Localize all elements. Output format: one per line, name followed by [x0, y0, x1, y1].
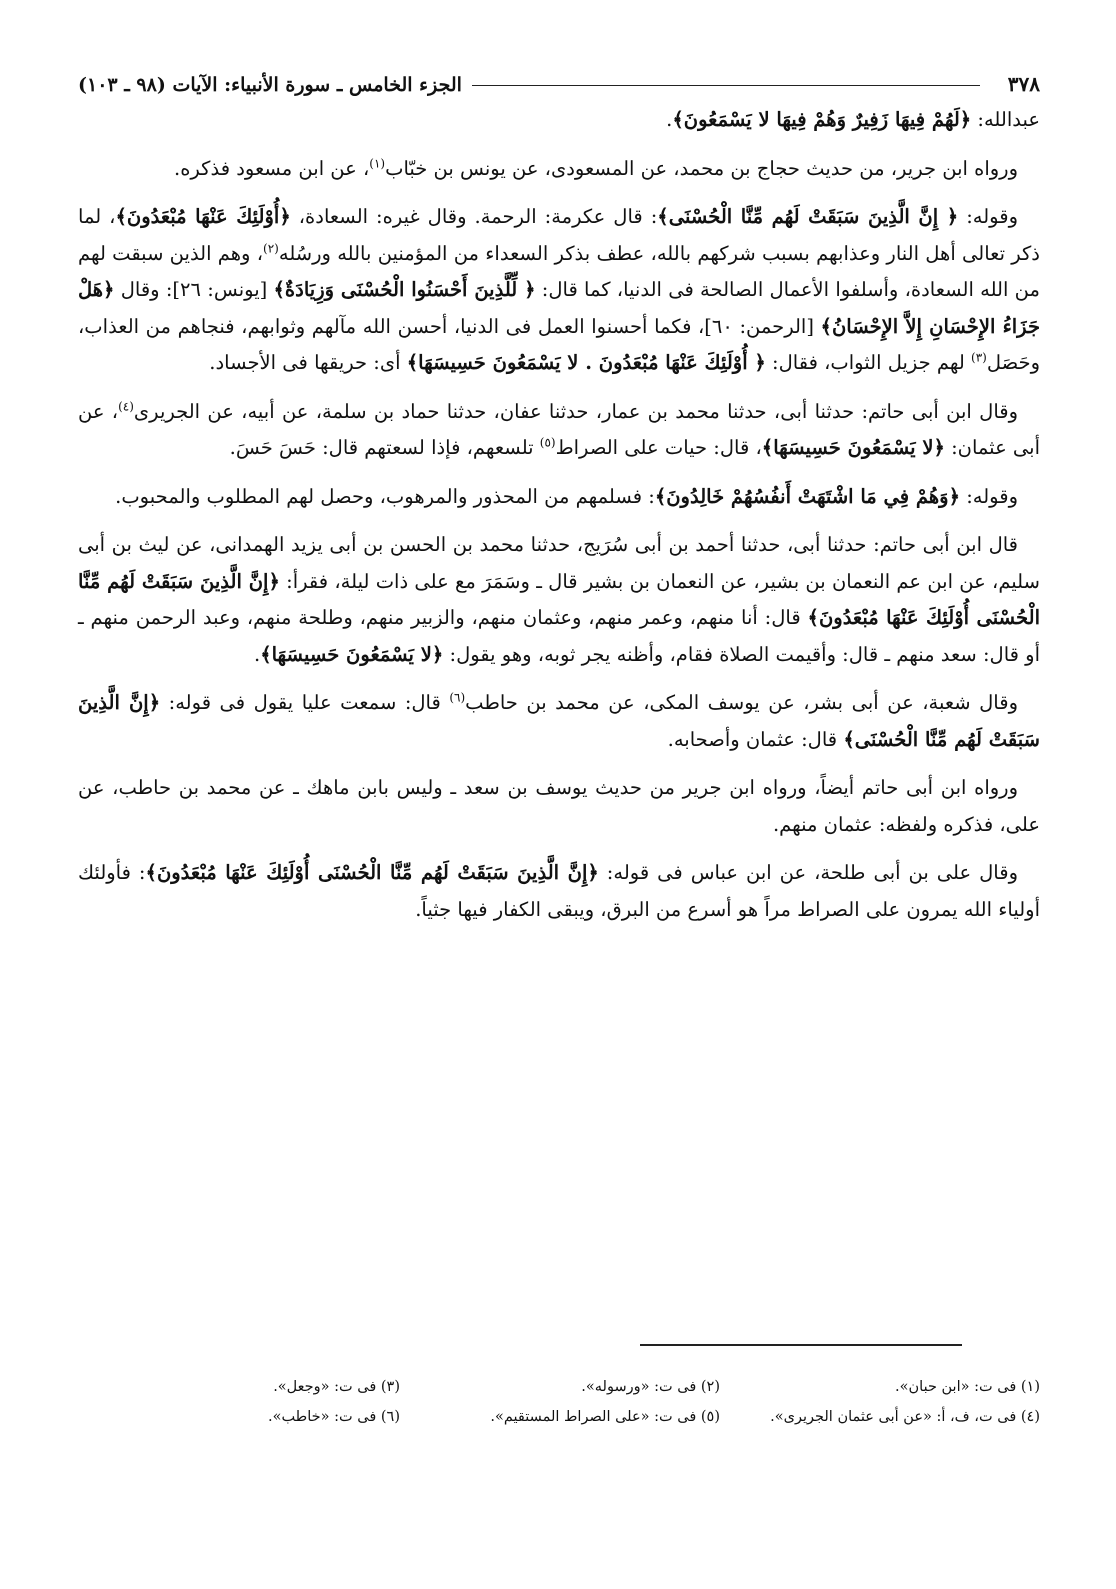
text-segment: . [666, 108, 673, 131]
quran-verse: ﴿أُوْلَئِكَ عَنْهَا مُبْعَدُونَ﴾ [115, 205, 291, 228]
footnote-marker: (٦) [449, 690, 466, 705]
text-segment: ، وهم الذين سبقت لهم من الله السعادة، وأسلفوا الأعمال الصالحة فى الدنيا، كما قال: [78, 241, 1040, 301]
quran-verse: ﴿إِنَّ الَّذِينَ سَبَقَتْ لَهُم مِّنَّا الْحُسْنَى أُوْلَئِكَ عَنْهَا مُبْعَدُونَ﴾ [145, 861, 599, 884]
footnote-separator [640, 1344, 962, 1346]
paragraph [78, 151, 1040, 188]
text-segment: . [253, 642, 261, 666]
text-segment: قال: أنا منهم، وعمر منهم، وعثمان منهم، والزبير منهم، وطلحة منهم، وعبد الرحمن منهم ـ أو قال: سعد منهم ـ قال: وأقيمت الصلاة فقام، وأظنه يجر ثوبه، وهو يقول: [78, 606, 1040, 666]
text-segment: قال ابن أبى حاتم: حدثنا أبى، حدثنا أحمد بن أبى سُرَيج، حدثنا محمد بن الحسن بن أبى يزيد الهمدانى، عن ليث بن أبى سليم، عن ابن عم النعمان بن بشير، عن النعمان بن بشير قال ـ وسَمَرَ مع على ذات ليلة، فقرأ: [78, 533, 1040, 593]
paragraph [78, 479, 1040, 516]
footnote: (٦) فى ت: «خاطب». [267, 1409, 400, 1425]
footnote-marker: (٢) [263, 241, 279, 255]
footnote-marker: (٤) [118, 399, 134, 413]
text-segment: وقوله: [958, 205, 1018, 228]
paragraph [78, 527, 1040, 673]
quran-verse: ﴿لا يَسْمَعُونَ حَسِيسَهَا﴾ [260, 642, 444, 666]
text-segment: ورواه ابن جرير، من حديث حجاج بن محمد، عن المسعودى، عن يونس بن خبّاب [385, 156, 1018, 180]
page-number: ٣٧٨ [1007, 72, 1040, 96]
paragraph [78, 394, 1040, 467]
quran-verse: ﴿لَهُمْ فِيهَا زَفِيرٌ وَهُمْ فِيهَا لا يَسْمَعُونَ﴾ [672, 108, 972, 131]
footnote-marker: (٣) [971, 350, 987, 365]
quran-verse: ﴿وَهُمْ فِي مَا اشْتَهَتْ أَنفُسُهُمْ خَالِدُونَ﴾ [654, 484, 961, 508]
text-segment: : فأولئك أولياء الله يمرون على الصراط مراً هو أسرع من البرق، ويبقى الكفار فيها جثياً. [78, 861, 1040, 921]
paragraph [78, 102, 1040, 139]
text-segment: ورواه ابن أبى حاتم أيضاً، ورواه ابن جرير من حديث يوسف بن سعد ـ وليس بابن ماهك ـ عن محمد بن حاطب، عن على، فذكره ولفظه: عثمان منهم. [78, 776, 1040, 836]
text-segment: لهم جزيل الثواب، فقال: [765, 351, 972, 374]
running-title: الجزء الخامس ـ سورة الأنبياء: الآيات (٩٨ ـ ١٠٣) [78, 74, 462, 96]
text-segment: ، قال: حيات على الصراط [555, 436, 762, 459]
text-segment: وقال ابن أبى حاتم: حدثنا أبى، حدثنا محمد بن عمار، حدثنا عفان، حدثنا حماد بن سلمة، عن أبيه، عن الجريرى [133, 399, 1018, 423]
text-segment: أى: حريقها فى الأجساد. [209, 351, 407, 374]
book-page [78, 62, 1040, 940]
text-segment: وقوله: [960, 484, 1018, 508]
text-segment: [يونس: ٢٦]: وقال [114, 278, 274, 301]
text-segment: ، عن ابن مسعود فذكره. [174, 156, 370, 180]
text-segment: عبدالله: [971, 108, 1040, 131]
footnotes [78, 1372, 1040, 1432]
text-segment: [الرحمن: ٦٠]، فكما أحسنوا العمل فى الدنيا، أحسن الله مآلهم وثوابهم، فنجاهم من العذاب، وحَصَل [78, 314, 1040, 374]
quran-verse: ﴿ لِّلَّذِينَ أَحْسَنُوا الْحُسْنَى وَزِيَادَةٌ﴾ [273, 278, 536, 301]
quran-verse: ﴿هَلْ جَزَاءُ الإِحْسَانِ إِلاَّ الإِحْسَانُ﴾ [78, 278, 1041, 338]
quran-verse: ﴿ إِنَّ الَّذِينَ سَبَقَتْ لَهُم مِّنَّا الْحُسْنَى﴾ [657, 205, 959, 228]
paragraph [78, 685, 1040, 758]
text-segment: قال: سمعت عليا يقول فى قوله: [160, 691, 450, 714]
footnote-marker: (١) [369, 156, 386, 170]
body-text [78, 102, 1040, 928]
quran-verse: ﴿ أُوْلَئِكَ عَنْهَا مُبْعَدُونَ . لا يَسْمَعُونَ حَسِيسَهَا﴾ [406, 351, 766, 374]
quran-verse: ﴿إِنَّ الَّذِينَ سَبَقَتْ لَهُم مِّنَّا الْحُسْنَى أُوْلَئِكَ عَنْهَا مُبْعَدُونَ﴾ [78, 569, 1041, 629]
text-segment: : قال عكرمة: الرحمة. وقال غيره: السعادة، [290, 205, 658, 228]
text-segment: ، لما ذكر تعالى أهل النار وعذابهم بسبب شركهم بالله، عطف بذكر السعداء من المؤمنين بالله ورسُله [78, 205, 1040, 265]
header-rule [472, 85, 980, 86]
paragraph [78, 770, 1040, 843]
text-segment: : فسلمهم من المحذور والمرهوب، وحصل لهم المطلوب والمحبوب. [115, 484, 655, 508]
paragraph [78, 199, 1040, 382]
footnote: (٣) فى ت: «وجعل». [273, 1379, 400, 1395]
text-segment: تلسعهم، فإذا لسعتهم قال: حَسَ حَسَ. [229, 436, 540, 459]
text-segment: قال: عثمان وأصحابه. [667, 727, 844, 751]
running-header [78, 62, 1040, 96]
footnote-row [78, 1372, 1040, 1402]
footnote: (٥) فى ت: «على الصراط المستقيم». [490, 1409, 720, 1425]
footnote: (١) فى ت: «ابن حبان». [895, 1379, 1040, 1395]
quran-verse: ﴿إِنَّ الَّذِينَ سَبَقَتْ لَهُم مِّنَّا الْحُسْنَى﴾ [78, 691, 1040, 751]
footnote-marker: (٥) [539, 435, 556, 450]
text-segment: ، عن أبى عثمان: [78, 399, 1040, 459]
text-segment: وقال على بن أبى طلحة، عن ابن عباس فى قوله: [598, 861, 1018, 884]
footnote: (٤) فى ت، ف، أ: «عن أبى عثمان الجريرى». [770, 1409, 1040, 1425]
paragraph [78, 855, 1040, 928]
footnote-row [78, 1402, 1040, 1432]
quran-verse: ﴿لا يَسْمَعُونَ حَسِيسَهَا﴾ [761, 436, 945, 459]
footnote: (٢) فى ت: «ورسوله». [581, 1379, 720, 1395]
text-segment: وقال شعبة، عن أبى بشر، عن يوسف المكى، عن محمد بن حاطب [465, 691, 1018, 714]
